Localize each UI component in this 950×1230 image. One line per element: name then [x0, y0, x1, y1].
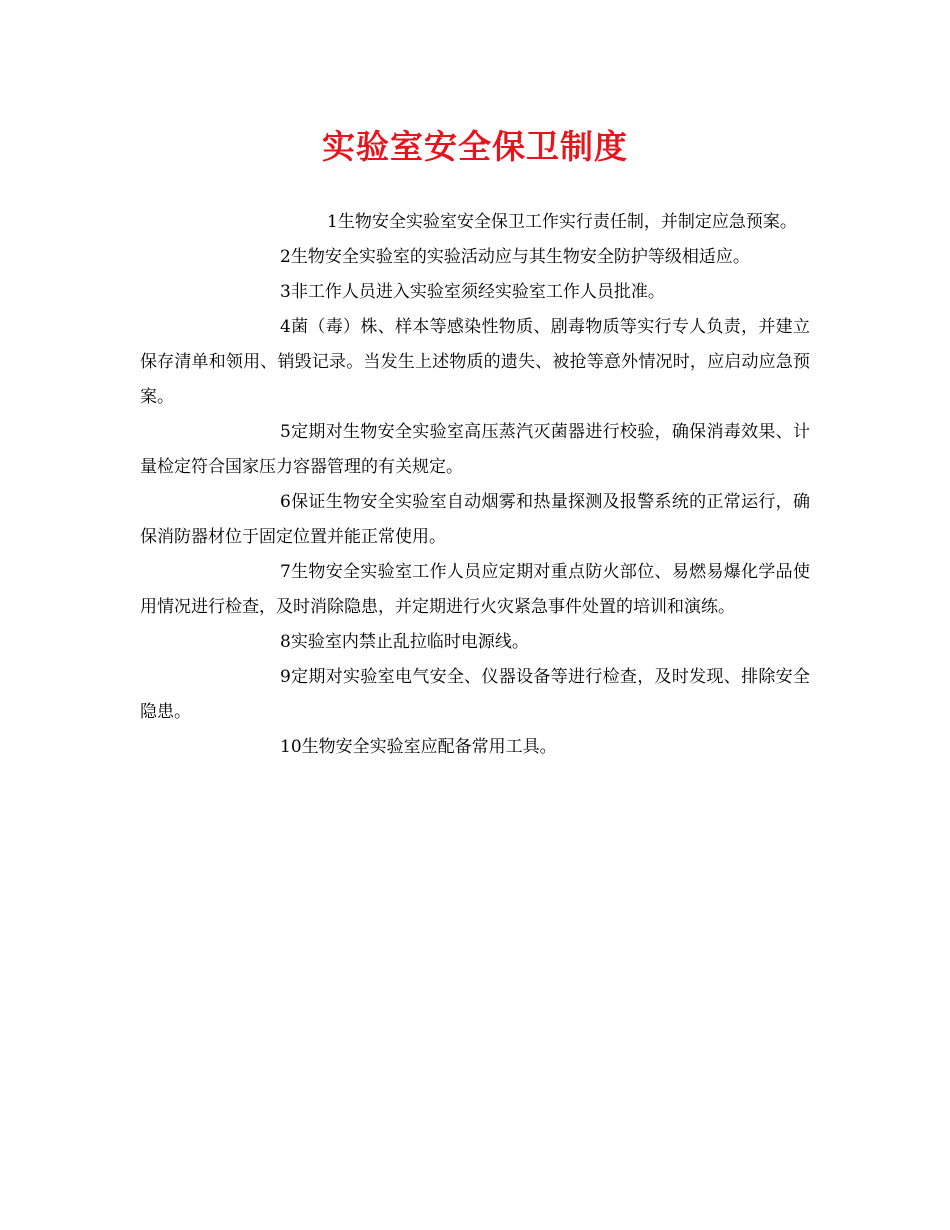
document-body — [140, 205, 810, 765]
clause-1: 1生物安全实验室安全保卫工作实行责任制，并制定应急预案。 — [327, 212, 797, 232]
clause-3: 3非工作人员进入实验室须经实验室工作人员批准。 — [280, 282, 665, 302]
clause-7: 7生物安全实验室工作人员应定期对重点防火部位、易燃易爆化学品使用情况进行检查，及时消除隐患，并定期进行火灾紧急事件处置的培训和演练。 — [140, 562, 810, 617]
clause-9: 9定期对实验室电气安全、仪器设备等进行检查，及时发现、排除安全隐患。 — [140, 667, 810, 722]
clause-6: 6保证生物安全实验室自动烟雾和热量探测及报警系统的正常运行，确保消防器材位于固定位置并能正常使用。 — [140, 492, 810, 547]
clause-4: 4菌（毒）株、样本等感染性物质、剧毒物质等实行专人负责，并建立保存清单和领用、销毁记录。当发生上述物质的遗失、被抢等意外情况时，应启动应急预案。 — [140, 317, 810, 407]
clause-8: 8实验室内禁止乱拉临时电源线。 — [280, 632, 529, 652]
clause-10: 10生物安全实验室应配备常用工具。 — [280, 737, 557, 757]
clause-5: 5定期对生物安全实验室高压蒸汽灭菌器进行校验，确保消毒效果、计量检定符合国家压力容器管理的有关规定。 — [140, 422, 810, 477]
clause-2: 2生物安全实验室的实验活动应与其生物安全防护等级相适应。 — [280, 247, 750, 267]
document-title: 实验室安全保卫制度 — [322, 127, 628, 166]
